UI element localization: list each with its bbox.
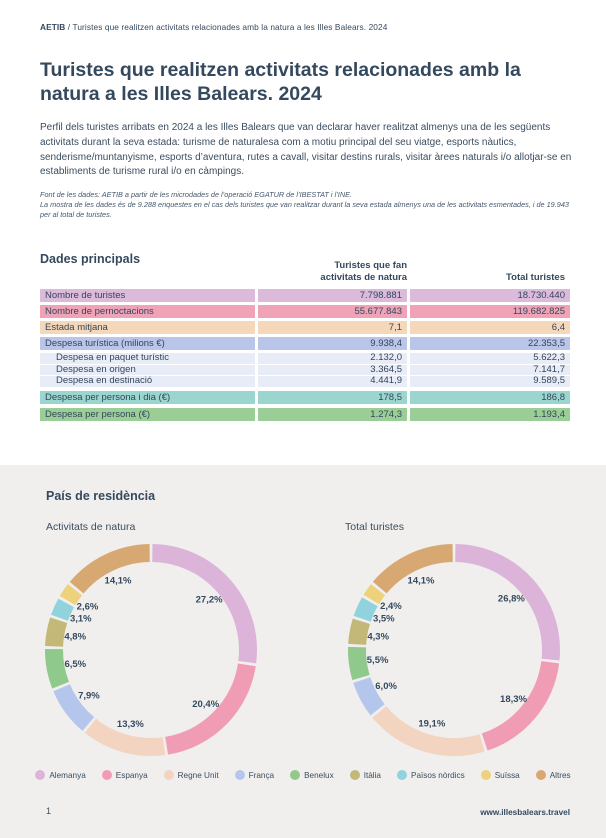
table-row [40,337,570,350]
donut-slice-su-ssa [68,590,75,601]
breadcrumb-brand: AETIB [40,22,66,32]
legend-item [397,770,465,780]
row-value: 119.682.825 [410,305,570,318]
donut-slice-benelux [54,649,61,685]
column-header-nature-tourists: Turistes que fan activitats de natura [320,259,407,283]
table-row [40,365,570,376]
page-title: Turistes que realitzen activitats relacionades amb la natura a les Illes Balears. 2024 [40,59,521,105]
legend-item [481,770,520,780]
row-label: Nombre de pernoctacions [40,305,255,318]
intro-paragraph: Perfil dels turistes arribats en 2024 a les Illes Balears que van declarar haver realitzat almenys una de les següents activitats durant la seva estada: turisme de naturalesa com a motiu principal del seu viatge, esports nàutics, senderisme/muntanyisme, esports d’aventura, rutes a cavall, visitar destins rurals, visitar àrees naturals i/o allotjar-se en establiments de turisme rural i/o en càmpings. [40,122,572,178]
slice-value-label: 6,0% [375,681,397,693]
slice-value-label: 18,3% [500,693,527,705]
table-row [40,289,570,302]
source-note-line2: La mostra de les dades és de 9.288 enquestes en el cas dels turistes que van realitzar durant la seva estada almenys una de les activitats esmentades, i de 19.943 per al total de turistes. [40,199,569,219]
slice-value-label: 2,4% [380,600,402,612]
slice-value-label: 3,1% [69,613,92,625]
page-number: 1 [46,806,52,816]
chart-title-total: Total turistes [345,521,404,533]
slice-value-label: 14,1% [104,575,132,587]
table-row [40,391,570,404]
table-header [40,250,570,283]
row-value: 1.274,3 [258,408,407,421]
row-value: 178,5 [258,391,407,404]
donut-slice-it-lia [54,620,59,646]
row-label: Despesa per persona (€) [40,408,255,421]
table-row [40,321,570,334]
row-label: Despesa en origen [40,365,255,376]
slice-value-label: 20,4% [192,699,220,711]
row-value: 2.132,0 [258,353,407,364]
chart-legend [0,770,606,780]
row-label: Despesa turística (milions €) [40,337,255,350]
row-value: 55.677.843 [258,305,407,318]
slice-value-label: 19,1% [418,718,446,730]
row-value: 7,1 [258,321,407,334]
legend-item [164,770,219,780]
chart-title-nature: Activitats de natura [46,521,136,533]
column-header-total-tourists: Total turistes [506,271,565,283]
row-label: Despesa per persona i dia (€) [40,391,255,404]
legend-label: Països nòrdics [410,770,465,780]
legend-label: Altres [549,770,571,780]
table-body [40,289,570,421]
main-data-table [40,250,570,421]
row-value: 18.730.440 [410,289,570,302]
donut-chart-total [347,543,561,757]
slice-value-label: 5,5% [366,654,389,666]
row-value: 4.441,9 [258,376,407,387]
row-label: Nombre de turistes [40,289,255,302]
row-value: 7.141,7 [410,365,570,376]
legend-swatch-icon [350,770,360,780]
legend-swatch-icon [164,770,174,780]
slice-value-label: 13,3% [116,719,144,731]
slice-value-label: 2,6% [76,601,99,613]
legend-swatch-icon [35,770,45,780]
table-row [40,305,570,318]
row-value: 3.364,5 [258,365,407,376]
slice-value-label: 14,1% [407,575,435,587]
row-value: 1.193,4 [410,408,570,421]
donut-slice-su-ssa [371,590,378,600]
legend-label: Espanya [115,770,148,780]
slice-value-label: 4,8% [64,631,87,643]
donut-slice-alemanya [455,553,551,660]
source-note [40,190,574,220]
row-value: 22.353,5 [410,337,570,350]
legend-swatch-icon [536,770,546,780]
breadcrumb-path: / Turistes que realitzen activitats relacionades amb la natura a les Illes Balears. 2024 [65,22,388,32]
donut-slice-pa-sos-n-rdics [362,602,370,619]
row-value: 186,8 [410,391,570,404]
donut-slice-benelux [357,647,361,677]
residence-section [0,465,606,838]
legend-label: Regne Unit [177,770,219,780]
table-title: Dades principals [40,252,141,267]
legend-label: Benelux [304,770,334,780]
donut-slice-it-lia [357,621,361,644]
breadcrumb [40,22,570,32]
legend-swatch-icon [481,770,491,780]
legend-item [350,770,381,780]
row-value: 7.798.881 [258,289,407,302]
row-label: Estada mitjana [40,321,255,334]
legend-swatch-icon [102,770,112,780]
legend-label: Suïssa [494,770,520,780]
table-row [40,408,570,421]
legend-item [35,770,85,780]
legend-label: Itàlia [363,770,381,780]
table-row [40,376,570,387]
residence-section-title: País de residència [46,489,156,503]
slice-value-label: 6,5% [64,658,87,670]
slice-value-label: 4,3% [367,631,390,643]
row-label: Despesa en paquet turístic [40,353,255,364]
table-row [40,353,570,364]
legend-swatch-icon [397,770,407,780]
legend-swatch-icon [235,770,245,780]
footer-website-link[interactable]: www.illesbalears.travel [480,808,570,817]
row-value: 9.938,4 [258,337,407,350]
legend-item [102,770,148,780]
legend-item [536,770,571,780]
donut-chart-nature [44,543,258,757]
legend-item [235,770,274,780]
legend-label: França [248,770,275,780]
row-value: 5.622,3 [410,353,570,364]
source-note-line1: Font de les dades: AETIB a partir de les microdades de l’operació EGATUR de l’IBESTAT i l’INE. [40,189,353,199]
donut-slice-alemanya [152,553,248,662]
legend-label: Alemanya [49,770,86,780]
slice-value-label: 7,9% [78,690,100,702]
row-value: 9.589,5 [410,376,570,387]
row-label: Despesa en destinació [40,376,255,387]
slice-value-label: 26,8% [497,593,525,605]
legend-item [290,770,334,780]
legend-swatch-icon [290,770,300,780]
slice-value-label: 3,5% [372,613,395,625]
row-value: 6,4 [410,321,570,334]
donut-slice-pa-sos-n-rdics [60,603,67,618]
slice-value-label: 27,2% [195,594,223,606]
